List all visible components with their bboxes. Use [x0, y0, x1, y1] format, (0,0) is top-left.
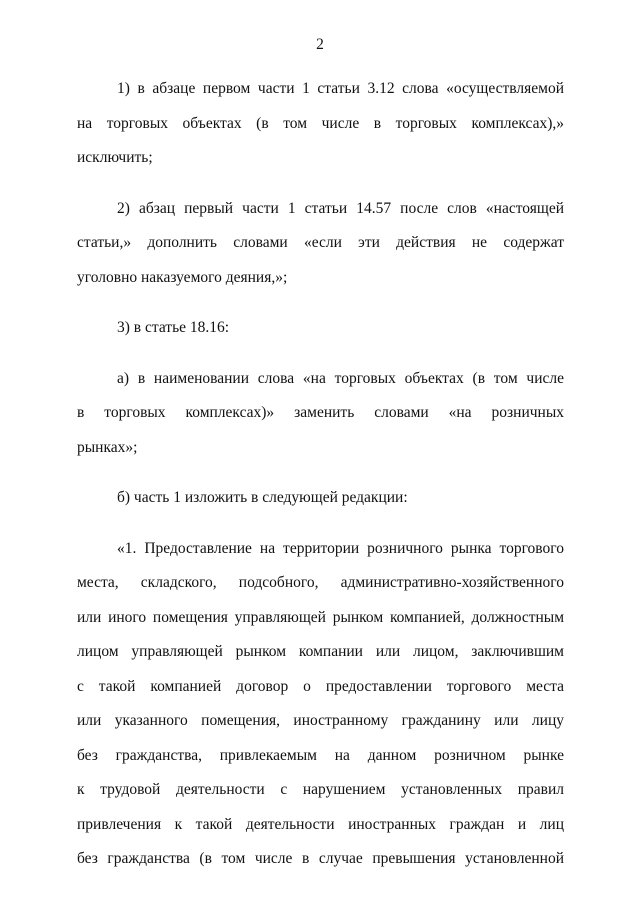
text-line: а) в наименовании слова «на торговых объектах (в том числе [117, 369, 564, 387]
text-line: уголовно наказуемого деяния,»; [77, 268, 288, 286]
text-line: на торговых объектах (в том числе в торговых комплексах),» [77, 114, 564, 132]
paragraph-part-1-text [77, 532, 564, 877]
text-line: с такой компанией договор о предоставлении торгового места [77, 677, 564, 695]
text-line: «1. Предоставление на территории розничного рынка торгового [117, 539, 564, 557]
text-line: 1) в абзаце первом части 1 статьи 3.12 слова «осуществляемой [117, 80, 564, 97]
paragraph-amendment-14-57 [77, 192, 564, 296]
text-line: привлечения к такой деятельности иностранных граждан и лиц [77, 815, 564, 833]
document-body [77, 72, 564, 893]
text-line: статьи,» дополнить словами «если эти действия не содержат [77, 234, 564, 251]
text-line: места, складского, подсобного, административно-хозяйственного [77, 574, 564, 591]
text-line: 2) абзац первый части 1 статьи 14.57 после слов «настоящей [117, 199, 564, 217]
text-line: или иного помещения управляющей рынком компанией, должностным [77, 608, 564, 626]
text-line: без гражданства (в том числе в случае превышения установленной [77, 850, 564, 867]
text-line: 3) в статье 18.16: [117, 319, 230, 336]
text-line: б) часть 1 изложить в следующей редакции: [117, 489, 408, 506]
text-line: в торговых комплексах)» заменить словами «на розничных [77, 404, 564, 421]
text-line: или указанного помещения, иностранному гражданину или лицу [77, 712, 564, 729]
text-line: без гражданства, привлекаемым на данном розничном рынке [77, 746, 564, 764]
text-line: лицом управляющей рынком компании или лицом, заключившим [77, 643, 564, 660]
text-line: рынках»; [77, 438, 138, 456]
text-line: к трудовой деятельности с нарушением установленных правил [77, 781, 564, 798]
paragraph-item-b [77, 481, 564, 516]
text-line: исключить; [77, 149, 153, 166]
paragraph-amendment-3-12 [77, 72, 564, 176]
page-number: 2 [316, 36, 324, 53]
paragraph-item-a [77, 362, 564, 466]
paragraph-article-18-16 [77, 311, 564, 346]
